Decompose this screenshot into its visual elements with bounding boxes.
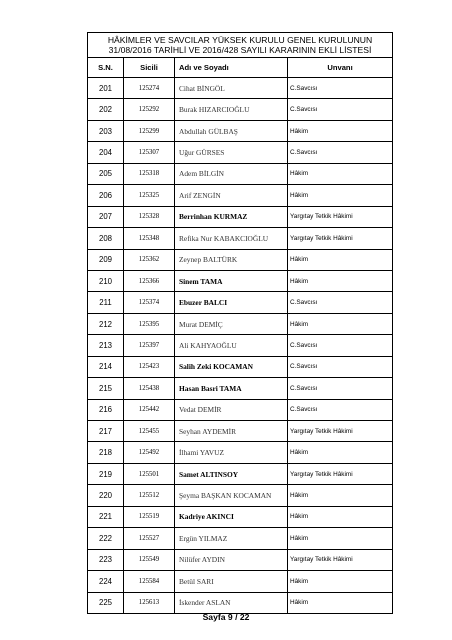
cell-title: Hâkim — [288, 313, 393, 334]
cell-title: C.Savcısı — [288, 378, 393, 399]
cell-sn: 219 — [88, 463, 124, 484]
cell-sicil: 125362 — [124, 249, 175, 270]
cell-sn: 203 — [88, 120, 124, 141]
cell-name: Şeyma BAŞKAN KOCAMAN — [175, 485, 288, 506]
cell-title: C.Savcısı — [288, 335, 393, 356]
cell-sn: 204 — [88, 142, 124, 163]
table-row — [88, 592, 393, 613]
cell-title: Hâkim — [288, 120, 393, 141]
table-row — [88, 270, 393, 291]
table-row — [88, 206, 393, 227]
cell-name: İskender ASLAN — [175, 592, 288, 613]
header-sicil: Sicili — [124, 58, 175, 78]
table-body — [88, 33, 393, 614]
table-row — [88, 463, 393, 484]
cell-sn: 206 — [88, 185, 124, 206]
table-row — [88, 399, 393, 420]
cell-sn: 214 — [88, 356, 124, 377]
cell-name: Vedat DEMİR — [175, 399, 288, 420]
cell-title: Hâkim — [288, 485, 393, 506]
table-row — [88, 120, 393, 141]
cell-name: Adem BİLGİN — [175, 163, 288, 184]
cell-sicil: 125512 — [124, 485, 175, 506]
cell-sn: 218 — [88, 442, 124, 463]
cell-title: C.Savcısı — [288, 99, 393, 120]
table-row — [88, 335, 393, 356]
header-name: Adı ve Soyadı — [175, 58, 288, 78]
table-row — [88, 142, 393, 163]
cell-sicil: 125274 — [124, 78, 175, 99]
cell-sn: 223 — [88, 549, 124, 570]
cell-name: Murat DEMİÇ — [175, 313, 288, 334]
cell-sicil: 125318 — [124, 163, 175, 184]
cell-sicil: 125374 — [124, 292, 175, 313]
cell-sn: 224 — [88, 571, 124, 592]
table-row — [88, 442, 393, 463]
cell-name: Uğur GÜRSES — [175, 142, 288, 163]
cell-title: Yargıtay Tetkik Hâkimi — [288, 463, 393, 484]
cell-title: Hâkim — [288, 249, 393, 270]
table-row — [88, 292, 393, 313]
cell-name: Salih Zeki KOCAMAN — [175, 356, 288, 377]
cell-sn: 221 — [88, 506, 124, 527]
cell-sn: 213 — [88, 335, 124, 356]
cell-sicil: 125299 — [124, 120, 175, 141]
table-row — [88, 163, 393, 184]
cell-name: Ebuzer BALCI — [175, 292, 288, 313]
header-row — [88, 58, 393, 78]
cell-sn: 222 — [88, 528, 124, 549]
cell-sicil: 125292 — [124, 99, 175, 120]
cell-name: Nilüfer AYDIN — [175, 549, 288, 570]
table-row — [88, 185, 393, 206]
table-row — [88, 78, 393, 99]
cell-sicil: 125527 — [124, 528, 175, 549]
cell-sn: 211 — [88, 292, 124, 313]
cell-name: Sinem TAMA — [175, 270, 288, 291]
cell-name: Ali KAHYAOĞLU — [175, 335, 288, 356]
cell-title: Hâkim — [288, 163, 393, 184]
cell-title: Yargıtay Tetkik Hâkimi — [288, 206, 393, 227]
cell-sicil: 125501 — [124, 463, 175, 484]
cell-name: İlhami YAVUZ — [175, 442, 288, 463]
personnel-list-table — [87, 32, 393, 614]
cell-sicil: 125366 — [124, 270, 175, 291]
page-number: Sayfa 9 / 22 — [202, 612, 250, 622]
cell-title: C.Savcısı — [288, 292, 393, 313]
cell-name: Cihat BİNGÖL — [175, 78, 288, 99]
document-title — [88, 33, 393, 58]
title-line-2: 31/08/2016 TARİHLİ VE 2016/428 SAYILI KARARININ EKLİ LİSTESİ — [108, 45, 372, 55]
cell-sicil: 125307 — [124, 142, 175, 163]
cell-name: Hasan Basri TAMA — [175, 378, 288, 399]
cell-sicil: 125613 — [124, 592, 175, 613]
cell-title: Hâkim — [288, 442, 393, 463]
cell-title: Hâkim — [288, 506, 393, 527]
cell-name: Seyhan AYDEMİR — [175, 421, 288, 442]
table-row — [88, 528, 393, 549]
cell-name: Berrinhan KURMAZ — [175, 206, 288, 227]
cell-sicil: 125328 — [124, 206, 175, 227]
title-row — [88, 33, 393, 58]
cell-sn: 216 — [88, 399, 124, 420]
cell-title: C.Savcısı — [288, 78, 393, 99]
cell-sicil: 125397 — [124, 335, 175, 356]
cell-name: Arif ZENGİN — [175, 185, 288, 206]
cell-name: Samet ALTINSOY — [175, 463, 288, 484]
cell-title: Hâkim — [288, 185, 393, 206]
cell-sn: 207 — [88, 206, 124, 227]
table-row — [88, 356, 393, 377]
cell-sn: 212 — [88, 313, 124, 334]
cell-sicil: 125325 — [124, 185, 175, 206]
cell-sicil: 125442 — [124, 399, 175, 420]
cell-sicil: 125492 — [124, 442, 175, 463]
cell-title: Yargıtay Tetkik Hâkimi — [288, 549, 393, 570]
cell-title: Hâkim — [288, 270, 393, 291]
cell-sn: 201 — [88, 78, 124, 99]
cell-name: Burak HIZARCIOĞLU — [175, 99, 288, 120]
cell-sicil: 125423 — [124, 356, 175, 377]
table-row — [88, 249, 393, 270]
cell-sn: 220 — [88, 485, 124, 506]
cell-name: Abdullah GÜLBAŞ — [175, 120, 288, 141]
cell-name: Zeynep BALTÜRK — [175, 249, 288, 270]
cell-title: Hâkim — [288, 592, 393, 613]
cell-sn: 225 — [88, 592, 124, 613]
title-line-1: HÂKİMLER VE SAVCILAR YÜKSEK KURULU GENEL KURULUNUN — [107, 35, 373, 45]
table-row — [88, 228, 393, 249]
cell-sn: 208 — [88, 228, 124, 249]
cell-name: Betül SARI — [175, 571, 288, 592]
cell-title: C.Savcısı — [288, 142, 393, 163]
cell-sn: 210 — [88, 270, 124, 291]
cell-sicil: 125395 — [124, 313, 175, 334]
cell-title: Yargıtay Tetkik Hâkimi — [288, 228, 393, 249]
table-row — [88, 313, 393, 334]
cell-sn: 215 — [88, 378, 124, 399]
table-row — [88, 506, 393, 527]
cell-name: Kadriye AKINCI — [175, 506, 288, 527]
cell-title: C.Savcısı — [288, 356, 393, 377]
cell-name: Refika Nur KABAKCIOĞLU — [175, 228, 288, 249]
table-row — [88, 99, 393, 120]
cell-title: C.Savcısı — [288, 399, 393, 420]
cell-sicil: 125348 — [124, 228, 175, 249]
cell-sicil: 125549 — [124, 549, 175, 570]
cell-title: Hâkim — [288, 528, 393, 549]
table-row — [88, 378, 393, 399]
cell-sn: 209 — [88, 249, 124, 270]
table-row — [88, 421, 393, 442]
cell-sn: 205 — [88, 163, 124, 184]
table-row — [88, 549, 393, 570]
cell-name: Ergün YILMAZ — [175, 528, 288, 549]
cell-sicil: 125455 — [124, 421, 175, 442]
header-title: Unvanı — [288, 58, 393, 78]
table-row — [88, 485, 393, 506]
cell-title: Yargıtay Tetkik Hâkimi — [288, 421, 393, 442]
cell-sn: 202 — [88, 99, 124, 120]
cell-sicil: 125438 — [124, 378, 175, 399]
cell-sn: 217 — [88, 421, 124, 442]
cell-title: Hâkim — [288, 571, 393, 592]
cell-sicil: 125584 — [124, 571, 175, 592]
table-row — [88, 571, 393, 592]
header-sn: S.N. — [88, 58, 124, 78]
cell-sicil: 125519 — [124, 506, 175, 527]
